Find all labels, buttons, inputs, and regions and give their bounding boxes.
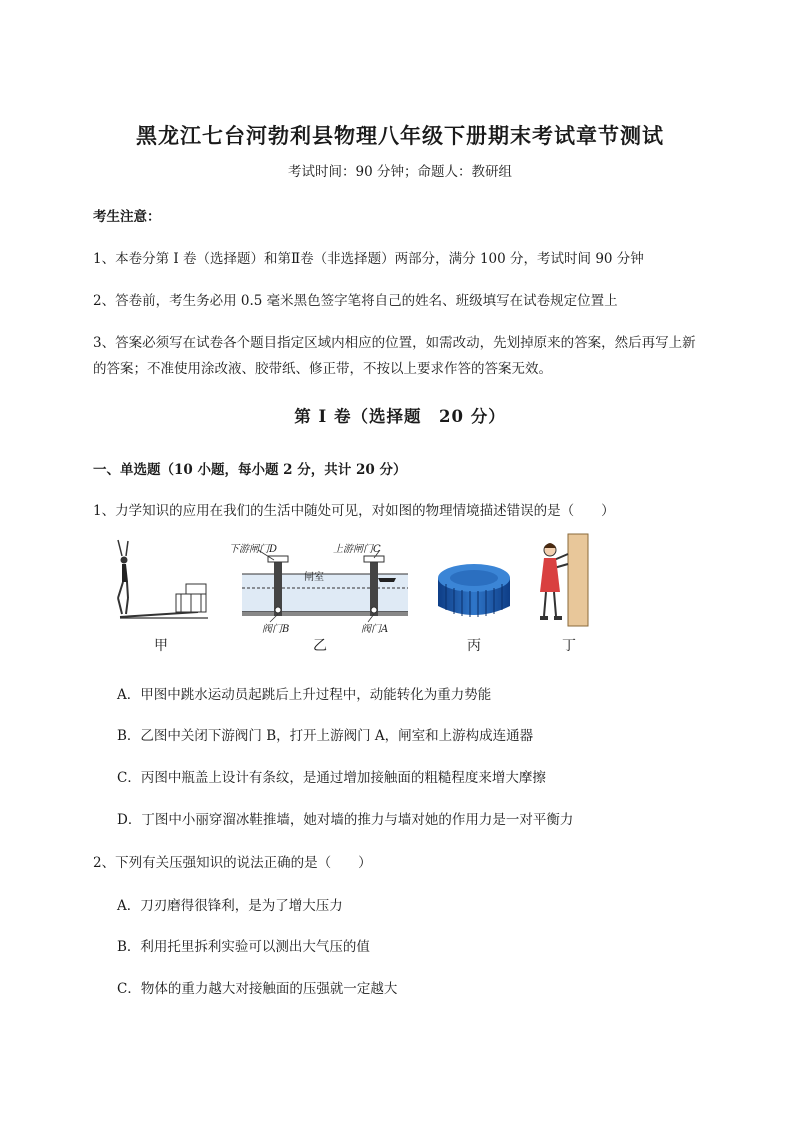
figure-girl-wall — [530, 530, 590, 630]
caption-ding: 丁 — [562, 638, 576, 654]
figure-bottle-cap — [432, 560, 516, 626]
question-1-option-b: B．乙图中关闭下游阀门 B，打开上游阀门 A，闸室和上游构成连通器 — [117, 728, 534, 744]
question-1-option-d: D．丁图中小丽穿溜冰鞋推墙，她对墙的推力与墙对她的作用力是一对平衡力 — [117, 812, 574, 828]
notice-item-3: 3、答案必须写在试卷各个题目指定区域内相应的位置，如需改动，先划掉原来的答案，然后再写上新 — [93, 335, 696, 351]
notice-item-1: 1、本卷分第 I 卷（选择题）和第Ⅱ卷（非选择题）两部分，满分 100 分，考试时间 90 分钟 — [93, 251, 644, 267]
question-1-option-a: A．甲图中跳水运动员起跳后上升过程中，动能转化为重力势能 — [117, 687, 492, 703]
notice-item-2: 2、答卷前，考生务必用 0.5 毫米黑色签字笔将自己的姓名、班级填写在试卷规定位置上 — [93, 293, 618, 309]
question-2-option-b: B．利用托里拆利实验可以测出大气压的值 — [117, 939, 370, 955]
part-heading: 一、单选题（10 小题，每小题 2 分，共计 20 分） — [93, 462, 407, 478]
question-1-stem: 1、力学知识的应用在我们的生活中随处可见，对如图的物理情境描述错误的是（ ） — [93, 503, 615, 519]
caption-yi: 乙 — [313, 638, 327, 654]
notice-item-3-cont: 的答案；不准使用涂改液、胶带纸、修正带，不按以上要求作答的答案无效。 — [93, 361, 552, 377]
question-2-stem: 2、下列有关压强知识的说法正确的是（ ） — [93, 855, 372, 871]
label-chamber: 闸室 — [304, 572, 324, 583]
question-1-option-c: C．丙图中瓶盖上设计有条纹，是通过增加接触面的粗糙程度来增大摩擦 — [117, 770, 546, 786]
caption-jia: 甲 — [154, 638, 168, 654]
notice-heading: 考生注意： — [93, 209, 161, 225]
exam-subtitle: 考试时间：90 分钟；命题人：教研组 — [288, 164, 512, 180]
question-2-option-a: A．刀刃磨得很锋利，是为了增大压力 — [117, 898, 343, 914]
label-upstream-gate: 上游闸门C — [333, 544, 381, 555]
label-downstream-gate: 下游闸门D — [229, 544, 278, 555]
figure-diver — [108, 536, 213, 626]
label-valve-b: 阀门B — [262, 624, 290, 635]
section-title: 第 I 卷（选择题 20 分） — [294, 407, 506, 426]
exam-title: 黑龙江七台河勃利县物理八年级下册期末考试章节测试 — [136, 123, 664, 148]
question-2-option-c: C．物体的重力越大对接触面的压强就一定越大 — [117, 981, 398, 997]
label-valve-a: 阀门A — [361, 624, 389, 635]
caption-bing: 丙 — [467, 638, 481, 654]
